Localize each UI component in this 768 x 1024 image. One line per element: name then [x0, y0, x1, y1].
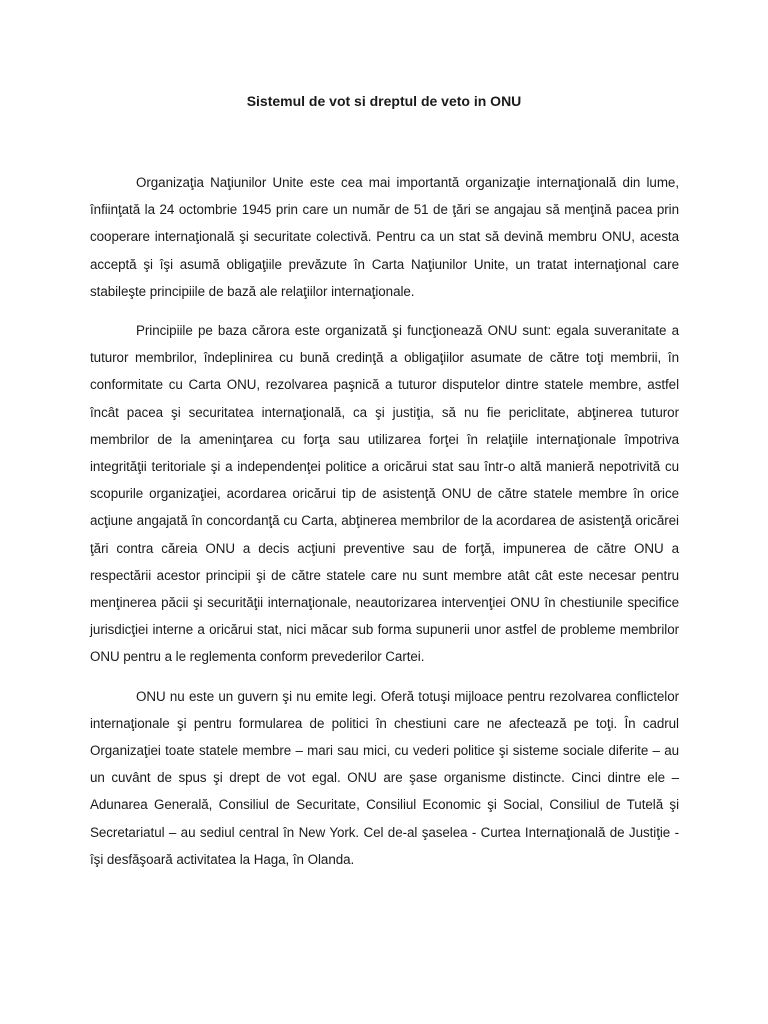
document-title: Sistemul de vot si dreptul de veto in ONU	[246, 93, 522, 109]
paragraph-onu-intro: Organizaţia Naţiunilor Unite este cea mai importantă organizaţie internaţională din lume, înfiinţată la 24 octombrie 1945 prin care un număr de 51 de ţări se angajau să menţină pacea prin cooperare internaţională şi securitate colectivă. Pentru ca un stat să devină membru ONU, acesta acceptă şi îşi asumă obligaţiile prevăzute în Carta Naţiunilor Unite, un tratat internaţional care stabileşte principiile de bază ale relaţiilor internaţionale.	[90, 175, 679, 299]
paragraph-onu-structure: ONU nu este un guvern şi nu emite legi. Oferă totuşi mijloace pentru rezolvarea conflictelor internaţionale şi pentru formularea de politici în chestiuni care ne afectează pe toţi. În cadrul Organizaţiei toate statele membre – mari sau mici, cu vederi politice şi sisteme sociale diferite – au un cuvânt de spus şi drept de vot egal. ONU are şase organisme distincte. Cinci dintre ele – Adunarea Generală, Consiliul de Securitate, Consiliul Economic şi Social, Consiliul de Tutelă şi Secretariatul – au sediul central în New York. Cel de-al şaselea - Curtea Internaţională de Justiţie - îşi desfăşoară activitatea la Haga, în Olanda.	[90, 688, 679, 867]
document-body	[90, 169, 679, 885]
paragraph-onu-principles: Principiile pe baza cărora este organizată şi funcţionează ONU sunt: egala suveranitate a tuturor membrilor, îndeplinirea cu bună credinţă a obligaţiilor asumate de către toţi membrii, în conformitate cu Carta ONU, rezolvarea paşnică a tuturor disputelor dintre statele membre, astfel încât pacea şi securitatea internaţională, ca şi justiţia, să nu fie periclitate, abţinerea tuturor membrilor de la ameninţarea cu forţa sau utilizarea forţei în relaţiile internaţionale împotriva integrităţii teritoriale şi a independenţei politice a oricărui stat sau într-o altă manieră nepotrivită cu scopurile organizaţiei, acordarea oricărui tip de asistenţă ONU de către statele membre în orice acţiune angajată în concordanţă cu Carta, abţinerea membrilor de la acordarea de asistenţă oricărei ţări contra căreia ONU a decis acţiuni preventive sau de forţă, impunerea de către ONU a respectării acestor principii şi de către statele care nu sunt membre atât cât este necesar pentru menţinerea păcii şi securităţii internaţionale, neautorizarea intervenţiei ONU în chestiunile specifice jurisdicţiei interne a oricărui stat, nici măcar sub forma supunerii unor astfel de probleme membrilor ONU pentru a le reglementa conform prevederilor Cartei.	[90, 323, 679, 665]
